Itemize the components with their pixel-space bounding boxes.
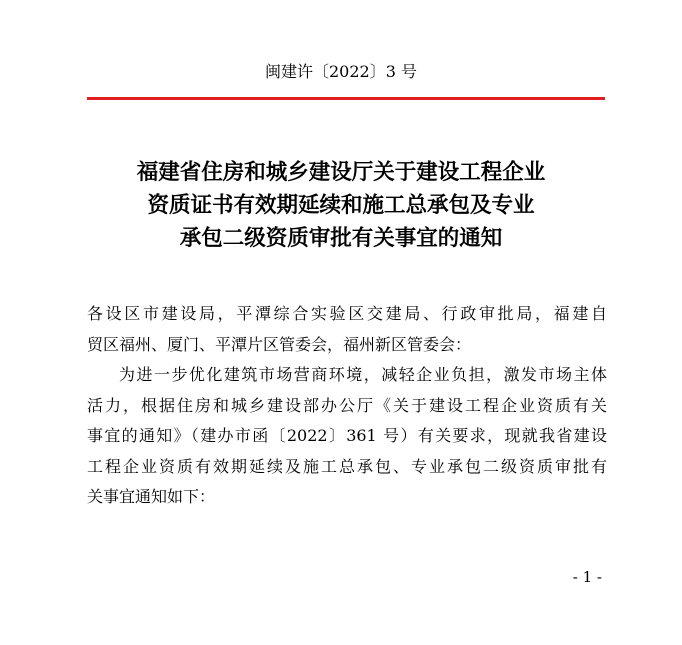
document-title [0, 156, 682, 255]
title-line: 福建省住房和城乡建设厅关于建设工程企业 [136, 160, 546, 185]
red-header-rule [87, 97, 605, 100]
body-line: 工程企业资质有效期延续及施工总承包、专业承包二级资质审批有 [87, 456, 607, 476]
title-line: 资质证书有效期延续和施工总承包及专业 [147, 193, 535, 218]
body-line: 活力，根据住房和城乡建设部办公厅《关于建设工程企业资质有关 [87, 395, 607, 415]
body-line: 事宜的通知》（建办市函〔2022〕361 号）有关要求，现就我省建设 [87, 426, 607, 445]
body-line: 为进一步优化建筑市场营商环境，减轻企业负担，激发市场主体 [119, 365, 607, 384]
document-body [87, 299, 607, 513]
body-line: 关事宜通知如下： [87, 487, 216, 506]
addressee-line: 贸区福州、厦门、平潭片区管委会，福州新区管委会： [87, 334, 472, 354]
page-number: - 1 - [572, 568, 602, 586]
addressee-line: 各设区市建设局，平潭综合实验区交建局、行政审批局，福建自 [87, 304, 607, 323]
document-number: 闽建许〔2022〕3 号 [265, 62, 417, 81]
title-line: 承包二级资质审批有关事宜的通知 [179, 226, 503, 251]
